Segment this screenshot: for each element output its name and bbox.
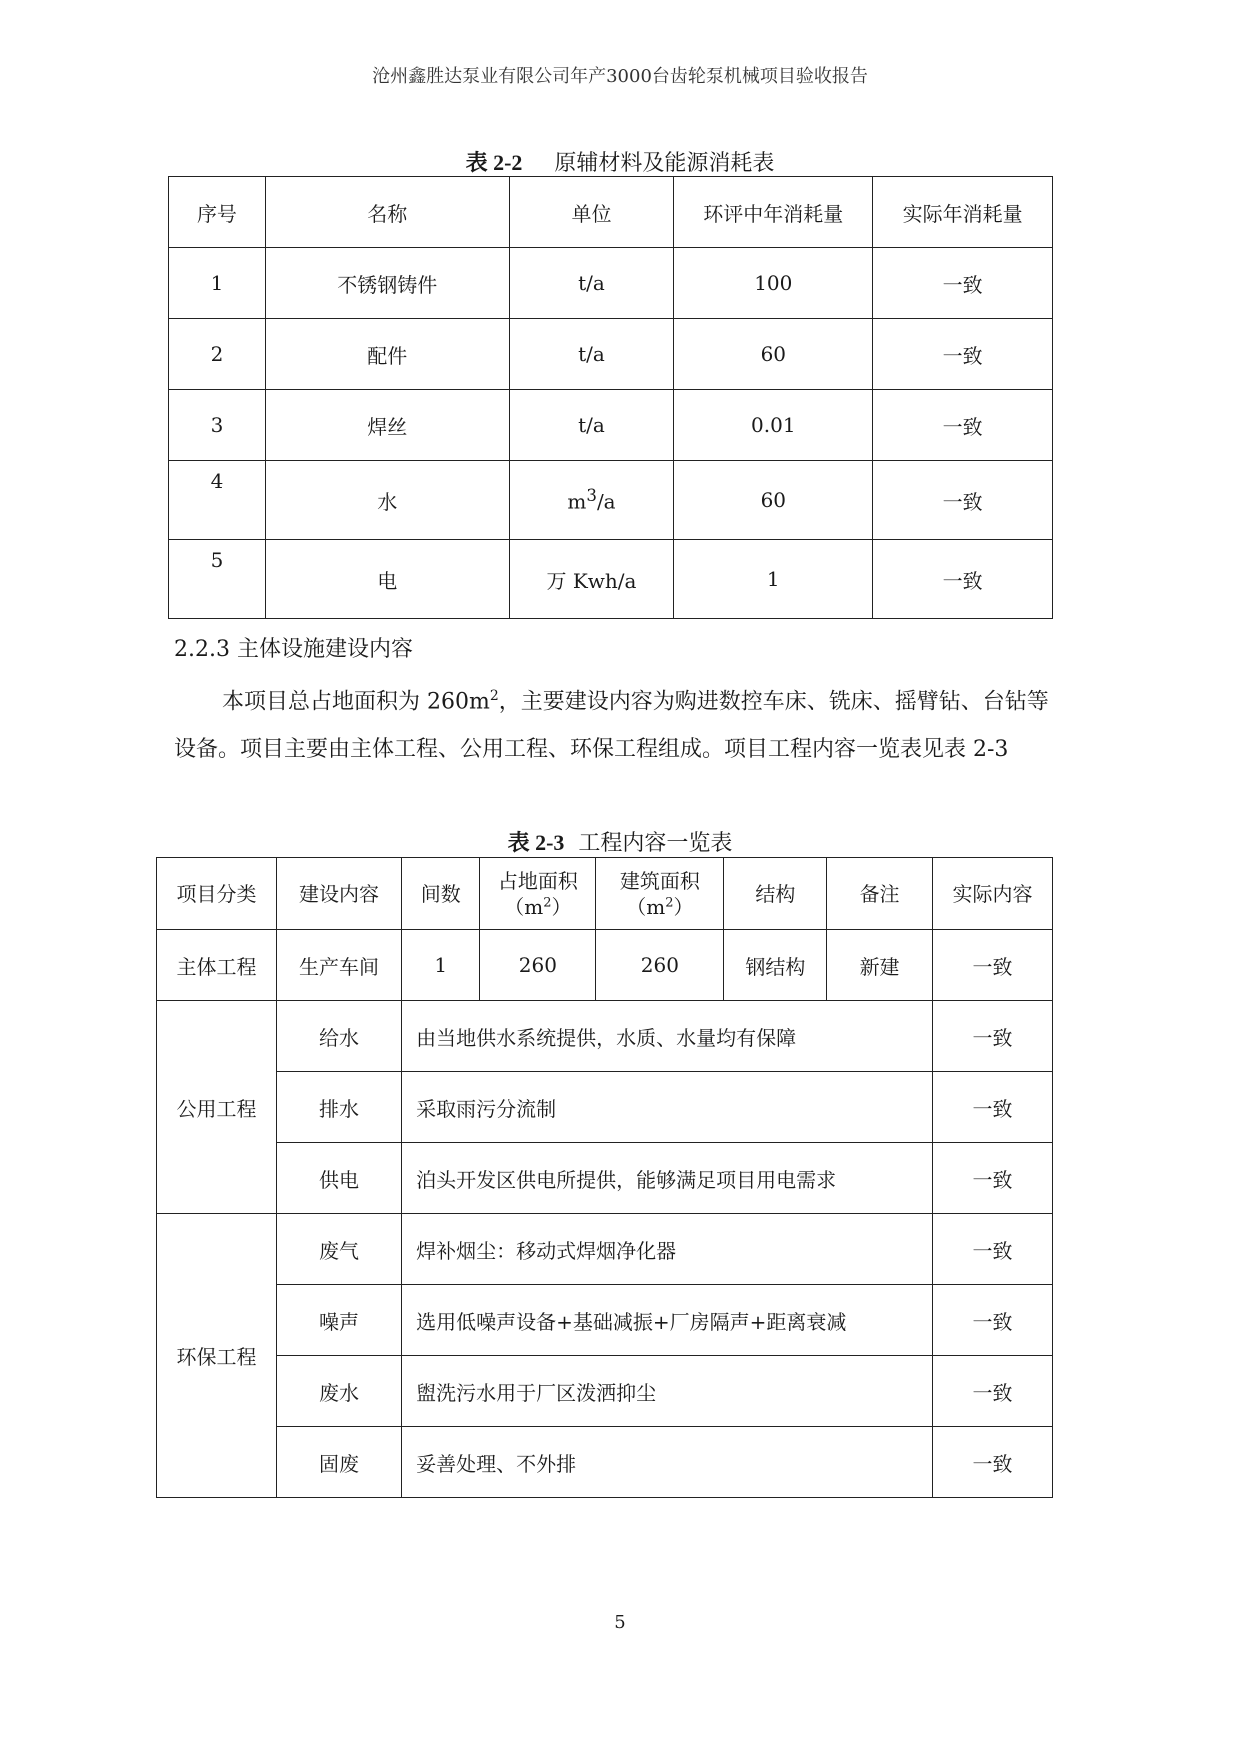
actual-cell: 一致 <box>932 1285 1052 1356</box>
area-unit <box>596 894 723 920</box>
table-row <box>169 390 1053 461</box>
desc-cell: 由当地供水系统提供，水质、水量均有保障 <box>402 1001 933 1072</box>
unit-superscript: 2 <box>543 894 552 910</box>
actual-consumption: 一致 <box>873 390 1053 461</box>
header-text: 建筑面积 <box>619 868 700 893</box>
engineering-table <box>156 857 1053 1498</box>
actual-cell: 一致 <box>932 930 1052 1001</box>
materials-table <box>168 176 1053 619</box>
row-number: 5 <box>169 540 266 619</box>
unit: 万 Kwh/a <box>509 540 674 619</box>
table-2-3-caption <box>0 826 1240 857</box>
header-cell: 序号 <box>169 177 266 248</box>
header-cell: 项目分类 <box>157 858 277 930</box>
item-cell: 噪声 <box>277 1285 402 1356</box>
actual-cell: 一致 <box>932 1001 1052 1072</box>
actual-cell: 一致 <box>932 1072 1052 1143</box>
table-row <box>157 1214 1053 1285</box>
material-name: 水 <box>265 461 509 540</box>
eia-consumption: 100 <box>674 248 873 319</box>
header-cell: 实际内容 <box>932 858 1052 930</box>
header-cell: 备注 <box>827 858 933 930</box>
table-2-2-caption <box>0 146 1240 177</box>
header-cell: 结构 <box>724 858 827 930</box>
land-area-cell: 260 <box>480 930 596 1001</box>
material-name: 配件 <box>265 319 509 390</box>
table-row <box>169 461 1053 540</box>
paragraph-superscript: 2 <box>489 688 499 704</box>
actual-cell: 一致 <box>932 1427 1052 1498</box>
item-cell: 废气 <box>277 1214 402 1285</box>
eia-consumption: 0.01 <box>674 390 873 461</box>
desc-cell: 焊补烟尘：移动式焊烟净化器 <box>402 1214 933 1285</box>
unit-suffix: /a <box>596 489 616 514</box>
paragraph-part-b: ，主要建设内容为购进数控车床、铣床、摇臂钻、台钻等设备。项目主要由主体工程、公用工程、环保工程组成。项目工程内容一览表见表 2-3 <box>174 689 1049 763</box>
header-text: 占地面积 <box>497 868 578 893</box>
table-row <box>169 248 1053 319</box>
area-unit <box>480 894 595 920</box>
actual-cell: 一致 <box>932 1356 1052 1427</box>
item-cell: 给水 <box>277 1001 402 1072</box>
eia-consumption: 60 <box>674 461 873 540</box>
header-cell: 环评中年消耗量 <box>674 177 873 248</box>
desc-cell: 泊头开发区供电所提供，能够满足项目用电需求 <box>402 1143 933 1214</box>
eia-consumption: 60 <box>674 319 873 390</box>
desc-cell: 妥善处理、不外排 <box>402 1427 933 1498</box>
header-cell <box>596 858 724 930</box>
actual-consumption: 一致 <box>873 461 1053 540</box>
table-row <box>169 319 1053 390</box>
content-cell: 生产车间 <box>277 930 402 1001</box>
table-header-row <box>169 177 1053 248</box>
unit-superscript: 3 <box>586 486 597 506</box>
note-cell: 新建 <box>827 930 933 1001</box>
section-paragraph <box>174 672 1054 774</box>
caption-title: 工程内容一览表 <box>578 831 733 856</box>
caption-number: 表 2-3 <box>507 830 565 855</box>
table-row <box>157 1143 1053 1214</box>
paragraph-part-a: 本项目总占地面积为 260m <box>222 689 490 715</box>
actual-cell: 一致 <box>932 1143 1052 1214</box>
unit: t/a <box>509 319 674 390</box>
category-cell: 环保工程 <box>157 1214 277 1498</box>
structure-cell: 钢结构 <box>724 930 827 1001</box>
material-name: 电 <box>265 540 509 619</box>
row-number: 2 <box>169 319 266 390</box>
header-cell: 单位 <box>509 177 674 248</box>
unit-open: （m <box>626 894 666 919</box>
desc-cell: 采取雨污分流制 <box>402 1072 933 1143</box>
unit-close: ） <box>551 894 572 919</box>
unit-close: ） <box>673 894 694 919</box>
table-row <box>157 930 1053 1001</box>
table-row <box>157 1001 1053 1072</box>
header-cell: 建设内容 <box>277 858 402 930</box>
row-number: 1 <box>169 248 266 319</box>
unit-open: （m <box>504 894 544 919</box>
header-cell: 间数 <box>402 858 480 930</box>
table-row <box>157 1356 1053 1427</box>
caption-title: 原辅材料及能源消耗表 <box>554 151 775 176</box>
table-row <box>169 540 1053 619</box>
actual-consumption: 一致 <box>873 248 1053 319</box>
section-title: 2.2.3 主体设施建设内容 <box>174 637 413 662</box>
row-number: 4 <box>169 461 266 540</box>
table-row <box>157 1285 1053 1356</box>
desc-cell: 盥洗污水用于厂区泼洒抑尘 <box>402 1356 933 1427</box>
desc-cell: 选用低噪声设备+基础减振+厂房隔声+距离衰减 <box>402 1285 933 1356</box>
row-number: 3 <box>169 390 266 461</box>
unit-superscript: 2 <box>665 894 674 910</box>
header-cell: 实际年消耗量 <box>873 177 1053 248</box>
material-name: 不锈钢铸件 <box>265 248 509 319</box>
table-row <box>157 1427 1053 1498</box>
header-cell: 名称 <box>265 177 509 248</box>
item-cell: 废水 <box>277 1356 402 1427</box>
unit: t/a <box>509 390 674 461</box>
category-cell: 公用工程 <box>157 1001 277 1214</box>
build-area-cell: 260 <box>596 930 724 1001</box>
item-cell: 固废 <box>277 1427 402 1498</box>
page-number: 5 <box>614 1612 626 1633</box>
unit-base: m <box>567 489 587 514</box>
item-cell: 供电 <box>277 1143 402 1214</box>
unit <box>509 461 674 540</box>
category-cell: 主体工程 <box>157 930 277 1001</box>
unit: t/a <box>509 248 674 319</box>
actual-consumption: 一致 <box>873 319 1053 390</box>
header-cell <box>480 858 596 930</box>
item-cell: 排水 <box>277 1072 402 1143</box>
eia-consumption: 1 <box>674 540 873 619</box>
material-name: 焊丝 <box>265 390 509 461</box>
count-cell: 1 <box>402 930 480 1001</box>
table-row <box>157 1072 1053 1143</box>
actual-consumption: 一致 <box>873 540 1053 619</box>
actual-cell: 一致 <box>932 1214 1052 1285</box>
table-header-row <box>157 858 1053 930</box>
caption-number: 表 2-2 <box>465 150 523 175</box>
page-header: 沧州鑫胜达泵业有限公司年产3000台齿轮泵机械项目验收报告 <box>372 66 868 87</box>
